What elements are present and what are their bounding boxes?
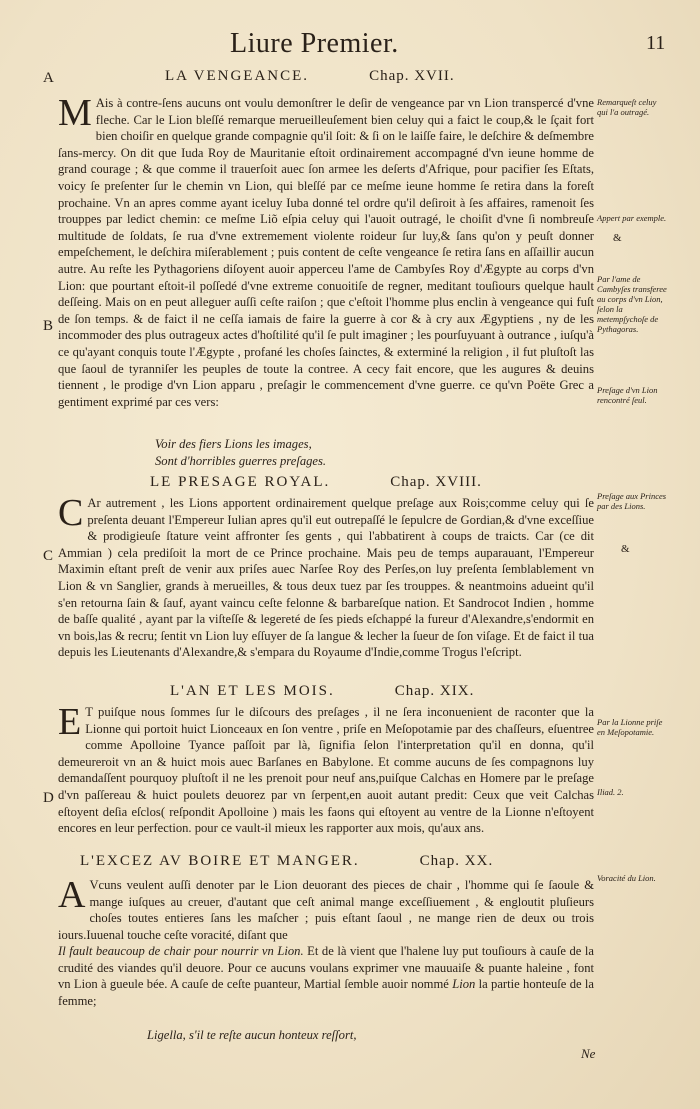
chapter-18-number: Chap. XVIII. [390,474,482,490]
margin-note: Par la Lionne priſe en Meſopotamie. [597,717,663,737]
section-marker-c: C [43,548,54,564]
chapter-20-verse: Ligella, s'il te reſte aucun honteux reſſort, [147,1028,357,1042]
margin-note: Par l'ame de Cambyſes transferee au corps d'vn Lion, ſelon la metempſychoſe de Pythagoras. [597,274,667,334]
running-head-title: Liure Premier. [230,28,399,59]
chapter-20-heading [80,853,493,870]
verse-line: Voir des fiers Lions les images, [155,437,312,451]
chapter-20-text-2: Et de là vient que l'halene luy put touſiours à cauſe de la crudité des viandes qu'il deuore. Pour ce aucuns voulans exprimer vne mauuaiſe & puante haleine , font vn Lion à gueule bée. A cauſe de ceſte puanteur, Martial ſemble auoir nommé [58,944,594,992]
chapter-17-body [58,92,594,410]
margin-note: Remarqueſt celuy qui l'a outragé. [597,97,657,117]
chapter-20-text: Vcuns veulent auſſi denoter par le Lion deuorant des pieces de chair , l'homme qui ſe ſaoule & mange iuſques au creuer, d'autant que ceſt animal mange exceſſiuement , & engloutit pluſieurs choſes toutes entieres ſans les maſcher ; puis eſtant ſaoul , ne mange rien de deux ou trois iours.Iuuenal touche ceſte voracité, diſant que [58,878,594,942]
margin-note: Iliad. 2. [597,787,624,797]
catchword: Ne [581,1046,596,1061]
margin-note: Preſage aux Princes par des Lions. [597,491,667,511]
section-marker-b: B [43,318,54,334]
verse-line: Sont d'horribles guerres preſages. [155,453,327,468]
lion-word: Lion [452,977,476,992]
chapter-17-heading [165,68,455,85]
chapter-20-number: Chap. XX. [419,853,494,869]
chapter-17-number: Chap. XVII. [369,68,455,84]
chapter-18-text: Ar autrement , les Lions apportent ordinairement quelque preſage aux Rois;comme celuy qui ſe preſenta deuant l'Empereur Iulian apres qu'il eut outrepaſſé le ſepulcre de Gordian,& d'vne exceſſiue & prodigieuſe ſtature veint affronter ſes gents , qui l'abbatirent à coups de traicts. Car (ce dit Ammian ) cela prediſoit la mort de ce Prince prochaine. Mais peu de temps auparauant, l'Empereur Maximin eſtant preſt de venir aux priſes auec Narſee Roy des Perſes,on luy preſenta ſemblablement vn Lion & vn Sanglier, grands à merueilles, & tous deux tuez par ſes trouppes. & neantmoins adueint qu'il s'en retourna ſain & ſauf, ayant vaincu ceſte felonne & barbareſque nation. Et Sandrocot Indien , homme de baſſe qualité , ayant par la viſteſſe & legereté de ſes pieds eſchappé la fureur d'Alexandre,s'endormit en vn bois,las & recru; ſentit vn Lion luy eſſuyer de ſa langue & lecher la ſueur de ſon viſage. Et de faict il tua depuis les Lieutenants d'Alexandre,& s'empara du Royaume d'Indie,comme Trogus l'eſcript. [58,496,594,660]
drop-capital: M [58,92,92,134]
drop-capital: A [58,874,86,916]
chapter-18-heading [150,474,482,491]
margin-note: Appert par exemple. [597,213,667,223]
margin-ampersand: & [621,543,630,555]
chapter-17-title: LA VENGEANCE. [165,68,310,84]
chapter-19-heading [170,683,474,700]
section-marker-d: D [43,790,54,806]
chapter-17-verse [155,436,455,469]
margin-ampersand: & [613,232,622,244]
chapter-19-title: L'AN ET LES MOIS. [170,683,335,699]
juvenal-quote: Il fault beaucoup de chair pour nourrir vn Lion. [58,944,304,958]
chapter-19-body [58,701,594,837]
chapter-18-title: LE PRESAGE ROYAL. [150,474,331,490]
chapter-20-body [58,874,594,943]
chapter-20-text-3: la partie honteuſe de la femme; [58,977,594,1008]
drop-capital: C [58,492,84,534]
chapter-17-text: Ais à contre-ſens aucuns ont voulu demonſtrer le deſir de vengeance par vn Lion transpercé d'vne flechе. Car le Lion bleſſé remarque merueilleuſement bien celuy qui a faict le coup,& le ſçait fort bien choiſir en quelque grande compagnie qu'il ſoit: & ſi on le laiſſe faire, le deſchire & deſmembre ſans-mercy. On dit que Iuda Roy de Mauritanie eſtoit ordinairement accompagné d'vn ieune homme de grand courage ; & que comme il trauerſoit auec ſon armee les deſerts d'Afrique, pour pacifier ſes Eſtats, voicy ſe preſenter ſur le chemin vn Lion, qui bleſſé par ce meſme ieune homme ſe retira dans la foreſt prochaine. Vn an apres comme ayant iceluy Iuba donné tel ordre qu'il deſiroit à ſes affaires, ramenoit ſes trouppes par ledict chemin: ce meſme Liõ eſpia celuy qui l'auoit outragé, le choiſit d'vne ſi nombreuſe multitude de ſoldats, ſe rua d'vne extremement violente roideur ſur luy,& ſans qu'on y peuſt donner empeſchement, le deſchira miſerablement ; puis content de ceſte vengeance ſe retira ſans en aſſaillir aucun autre. Au reſte les Pythagoriens diſoyent auoir apperceu l'ame de Cambyſes Roy d'Ægypte au corps d'vn Lion: que pourtant eſtoit-il poſſedé d'vne extreme conuoitiſe de regner, meditant touſiours quelque hault deſſeing. Mais on en peut alleguer auſſi ceſte raiſon ; que c'eſtoit l'homme plus enclin à vengeance qui fuſt de ſon temps. & de faict il ne ceſſa iamais de faire la guerre à cor & à cry aux Ægyptiens , ny de les incommoder des plus outrageux actes d'hoſtilité qu'il ſe pult imaginer ; les pourſuyuant à outrance , iuſqu'à ce qu'ayant conquis toute l'Ægypte , profané les choſes ſainctes, & exterminé la religion , il fut pluſtoſt las que ſaoul de tyranniſer les peuples de toute la contree. A cecy fait encore, que les augures & deuins tiennent , le prodige d'vn Lion apparu , preſagir le commencement d'vne guerre. ce qu'vn Poëte Grec a gentiment exprimé par ces vers: [58,96,594,409]
section-marker-a: A [43,70,54,86]
chapter-20-title: L'EXCEZ AV BOIRE ET MANGER. [80,853,360,869]
page-number: 11 [646,32,666,54]
margin-note: Voracité du Lion. [597,873,656,883]
chapter-20-body-continued [58,943,594,1009]
chapter-19-number: Chap. XIX. [394,683,475,699]
chapter-18-body [58,492,594,661]
chapter-19-text: T puiſque nous ſommes ſur le diſcours des preſages , il ne ſera inconuenient de raconter que la Lionne qui portoit huict Lionceaux en ſon ventre , priſe en Meſopotamie par des chaſſeurs, eſuentree comme Apolloine Tyance paſſoit par là, ſignifia ſelon l'interpretation qu'il en donna, qu'il demeureroit vn an & huict mois auec Barſanes en Babylone. Et comme aucuns de ſes compagnons luy demandaſſent pourquoy pluſtoſt il ne les prenoit pour neuf ans,puiſque Calchas en Homere par le preſage d'vn paſſereau & huict poulets deuorez par vn ſerpent,en auoit autant predit: Ceux que veit Calchas eſtoyent deſia eſclos( reſpondit Apolloine ) mais les faons qui eſtoyent au ventre de la Lionne n'eſtoyent encores en leur perfection. pour ce vault-il mieux les rapporter aux mois, qu'aux ans. [58,705,594,836]
drop-capital: E [58,701,82,743]
margin-note: Preſage d'vn Lion rencontré ſeul. [597,385,658,405]
